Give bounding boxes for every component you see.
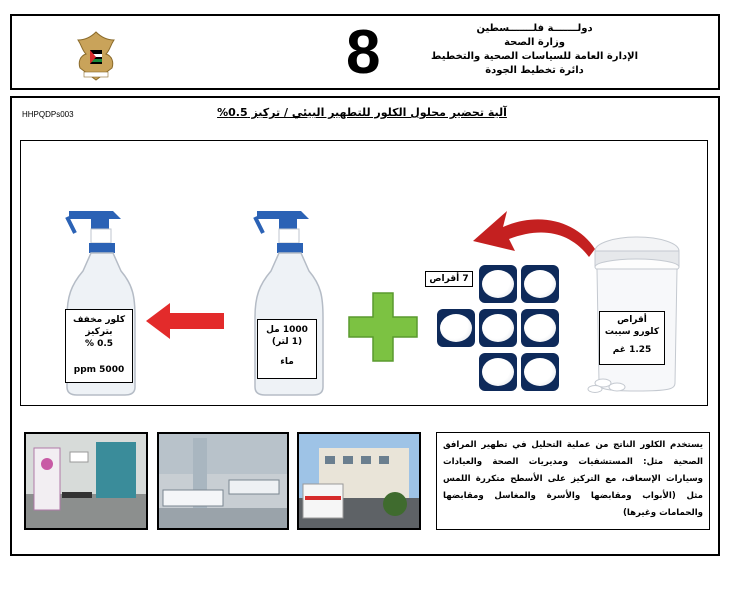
header-panel: [10, 14, 720, 90]
diluted-label-line4: 5000 ppm: [73, 365, 125, 375]
tablet-icon: [479, 353, 517, 391]
tablet-icon: [479, 309, 517, 347]
tablet-icon: [437, 309, 475, 347]
palestine-emblem-icon: [70, 28, 122, 84]
water-label-line1: 1000 مل: [266, 325, 308, 335]
preparation-diagram: [20, 140, 708, 406]
photo-hospital-beds: [157, 432, 289, 530]
water-label-line2: (1 لتر): [271, 337, 303, 347]
country-name: دولـــــــة فلـــــــسطين: [476, 23, 593, 34]
ministry-name: وزارة الصحة: [504, 37, 565, 48]
tablets-label-line3: 1.25 غم: [612, 345, 652, 355]
red-arrow-left-icon: [146, 301, 226, 345]
directorate-name: الإدارة العامة للسياسات الصحية والتخطيط: [431, 51, 638, 62]
tablet-icon: [521, 309, 559, 347]
diluted-label-line1: كلور مخفف: [72, 315, 126, 325]
department-name: دائرة تخطيط الجودة: [485, 65, 584, 76]
document-code: HHPQDPs003: [22, 110, 74, 119]
green-plus-icon: [347, 291, 419, 367]
usage-info-text: يستخدم الكلور الناتج من عملية التحليل في تطهير المرافق الصحية مثل: المستشفيات ومديريات الصحة والعيادات وسيارات الإسعاف، مع التركيز على الأسطح متكررة اللمس مثل (الأبواب ومقابضها والأسرة والمغاسل ومقابضها والحمامات وغيرها): [436, 432, 710, 530]
ministry-block: [431, 22, 638, 78]
photo-clinic-corridor: [24, 432, 148, 530]
water-label: [257, 319, 317, 379]
diluted-label-line3: 0.5 %: [84, 339, 114, 349]
diluted-label-line2: بتركيز: [85, 327, 113, 337]
page-number: 8: [346, 18, 381, 87]
tablets-count-label: 7 أقراص: [425, 271, 473, 287]
document-title: آلية تحضير محلول الكلور للتطهير البيئي / تركيز 0.5%: [217, 106, 507, 119]
tablet-icon: [521, 265, 559, 303]
tablet-icon: [521, 353, 559, 391]
water-label-line3: ماء: [280, 357, 294, 367]
tablet-icon: [479, 265, 517, 303]
diluted-chlorine-label: [65, 309, 133, 383]
tablets-info-label: [599, 311, 665, 365]
photo-ambulance-building: [297, 432, 421, 530]
curved-red-arrow-icon: [469, 201, 599, 265]
tablets-label-line2: كلورو سيبت: [604, 327, 660, 337]
tablets-label-line1: أقراص: [617, 315, 647, 325]
